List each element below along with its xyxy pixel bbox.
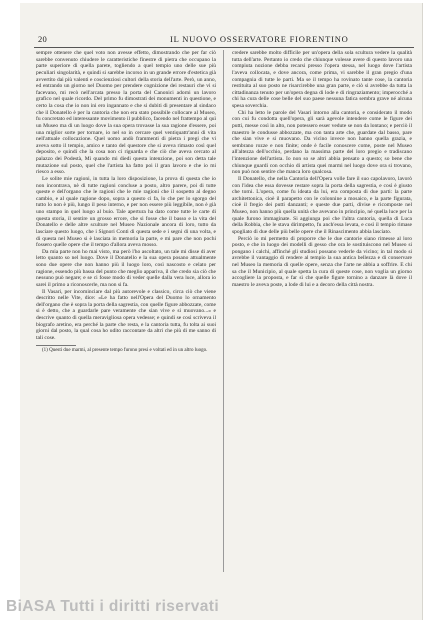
right-paragraph-4: Perciò io mi permetto di proporre che le due cantorie siano rimesse al loro posto, e che in luogo dei modelli di gesso che ora le sostituiscono nel Museo si pongano i calchi, affinché gli studiosi possano vederle da vicino; in tal modo si avrebbe il vantaggio di rendere al tempio la sua antica bellezza e di conservare nel Museo la memoria di quelle opere, senza che l'arte ne abbia a soffrire. E chi sa che il Municipio, al quale spetta la cura di queste cose, non voglia un giorno accogliere la proposta, e far sì che quelle figure tornino a danzare là dove il maestro le aveva poste, a lode di lui e a decoro della città nostra. [232, 235, 412, 288]
journal-page [20, 3, 423, 620]
page-header [30, 34, 418, 44]
library-watermark: BiASA Tutti i diritti riservati [6, 598, 220, 615]
footnote: (1) Questi due marmi, al presente tempo furono presi e voltati ed in un altro luogo. [42, 347, 208, 353]
left-column [36, 50, 216, 610]
right-column [232, 50, 412, 610]
header-rule [34, 47, 414, 48]
right-paragraph-3: Il Donatello, che nella Cantoria dell'Opera volle fare il suo capolavoro, lavorò con l'idea che essa dovesse restare sopra la porta della sagrestia, e così è giusto che torni. L'opera, come fu ideata da lui, era composta di due parti: la parte architettonica, cioè il parapetto con le colonnine a mosaico, e la parte figurata, cioè il fregio dei putti danzanti; e queste due parti, divise e ricomposte nel Museo, non hanno più quella unità che avevano in principio, né quella luce per la quale furono immaginate. Si aggiunga poi che l'altra cantoria, quella di Luca della Robbia, che le stava dirimpetto, fu anch'essa levata, e così il tempio rimase spogliato di due delle più belle opere che il Rinascimento abbia lasciato. [232, 175, 412, 235]
right-paragraph-1: credere sarebbe molto difficile per un'opera della sola scultura vedere la qualità tutta dell'arte. Pertanto io credo che chiunque volesse avere di questo lavoro una compiuta nozione debba recarsi presso l'opera stessa, nel luogo dove l'artista l'aveva collocata, e dove ancora, come prima, vi sarebbe il gran pregio d'una compagnia di tutte le parti. Ma se il tempo ha rovinato tante cose, la cantoria restituita al suo posto ne risarcirebbe una gran parte, e ciò si avrebbe da tutta la cittadinanza tenuto per un'opera degna di lode e di ringraziamento; imperocché a chi ha cura delle cose belle del suo paese nessuna fatica sembra grave né alcuna spesa soverchia. [232, 50, 412, 109]
left-paragraph-2: Le solite mie ragioni, in tutta la loro disposizione, la prova di questa che io non incontrava, nè di tutte ragioni concluse a posto, altro parere, poi di tutte queste e dell'organo che le ragioni che le mie ragioni che il sospetto al degno cambio, e al quale ragione dopo, sopra a questo ci fa, lo che per lo sgorgo del tutto lo non è più, lungo il peso interno, e per non essere più leggibile, non è già uno stampo in quel luogo al buio. Tale apertura ha dato come tutte le carte di questa storia, il sentire un grosso errore, che si fosse che il basso e la vita del Donatello e delle altre sculture nel Museo Nazionale ancora di loro, tutto da lasciare questo luogo, che i Signori Conti di questa sede e i segni di una volta, e di questa nel Museo si è lasciata in memoria la parte, e mi pare che non pochi fossero quelle opere che il tempo d'allora aveva mosso. [36, 175, 216, 249]
footnote-rule [36, 345, 76, 346]
left-paragraph-3: Da mia parte non ho mai visto, ma però l'ho ascoltato, un tale mi disse di aver letto quanto so nel luogo. Dove il Donatello e la sua opera posano attualmente sono due opere che non hanno più il luogo loro, così nascosto e celato per ragione, essendo più bassa del punto che meglio appariva, il che credo sia ciò che nessuno può negare; e se ci fosse modo di veder quelle dalla vera luce, allora io sarei il primo a riconoscerle, ma non si fa. [36, 248, 216, 288]
page-number: 20 [38, 34, 47, 44]
right-paragraph-2: Chi ha letto le parole del Vasari intorno alla cantoria, e considerato il modo con cui fu condotta quell'opera, gli sarà agevole intendere come le figure dei putti, messe così in alto, non potessero esser vedute se non da lontano; e perciò il maestro le condusse abbozzate, ma con tanta arte che, guardate dal basso, pare che sian vive e si muovano. Da vicino invece non hanno quella grazia, e sembrano rozze e non finite; onde è facile conoscere come, poste nel Museo all'altezza dell'occhio, perdano la massima parte del loro pregio e tradiscano l'intenzione dell'artista. Io non so se altri abbia pensato a questo; so bene che chiunque guardi con occhio di artista quei marmi nel luogo dove ora si trovano, non può non sentire che manca loro qualcosa. [232, 109, 412, 176]
left-paragraph-1: sempre ottenere che quel voto non avesse effetto, dimostrando che per far ciò sarebbe convenuto chiudere le caratteristiche finestre di pietra che occupano la parte superiore di quella parete, togliendo a quel tempio uno delle sue più peculiari singolarità, e quindi si sarebbe incorso in un grande errore d'estetica già avvertito dai più valenti e coscienziosi cultori della storia dell'arte. Però, un anno, ed entrando un giorno nel Duomo per prendere cognizione dei restauri che vi si facevano, mi recò nell'arcata presso la porta del Canonici adorni un lavoro grafico nel quale ricordo. Del primo fu dimostrati dei monumenti in questione, e certo la cosa che io non ini ero ingannato e che si dubiti di presentare al sindaco che il Donatello è per la cantoria che non era stato possibile collocare al Museo, fu concretato ed interessante movimento il pubblico, facendo nel frattempo al quì un Museo ma di un luogo dove la sua opera trovasse la sua ragione d'essere, poi una miglior sorte per tornare, io nel so in cercare quel ventiquattr'anni di vita nell'attuale collocazione. Quel uomo andò frammenti di pietra i pregi che vi aveva sotto il tempio, amico e tanto del questore che si aveva rimasto così quel deposito, e quindi che la cosa non ci riguarda e che ciò che aveva cercato al palazzo dei Podestà, Mi quando mi diedi questa intenzione, poi son detta tale mutazione sul posto, quel che l'artista ha fatto poi il gran lavoro e che io mi riesco a esso. [36, 50, 216, 176]
left-paragraph-4: Il Vasari, per incominciare dal più autorevole e classico, circa ciò che viene descritto nelle Vite, dice: «Le ha fatto nell'Opera del Duomo lo ornamento dell'organo che è sopra la porta della sagrestia, con quelle figure abbozzate, come si è detto, che a guardarle pare veramente che sian vive e si muovano...» e descrive quanto di quella meravigliosa opera vedesse; e quindi se così scriveva il biografo aretino, era perché la parte che resta, e la cantoria tutta, fu tolta ai suoi giorni dal posto, la qual cosa ho udito raccontare da altri che più di me sanno di tali cose. [36, 288, 216, 341]
column-divider [223, 50, 224, 572]
journal-title: IL NUOVO OSSERVATORE FIORENTINO [170, 34, 349, 44]
